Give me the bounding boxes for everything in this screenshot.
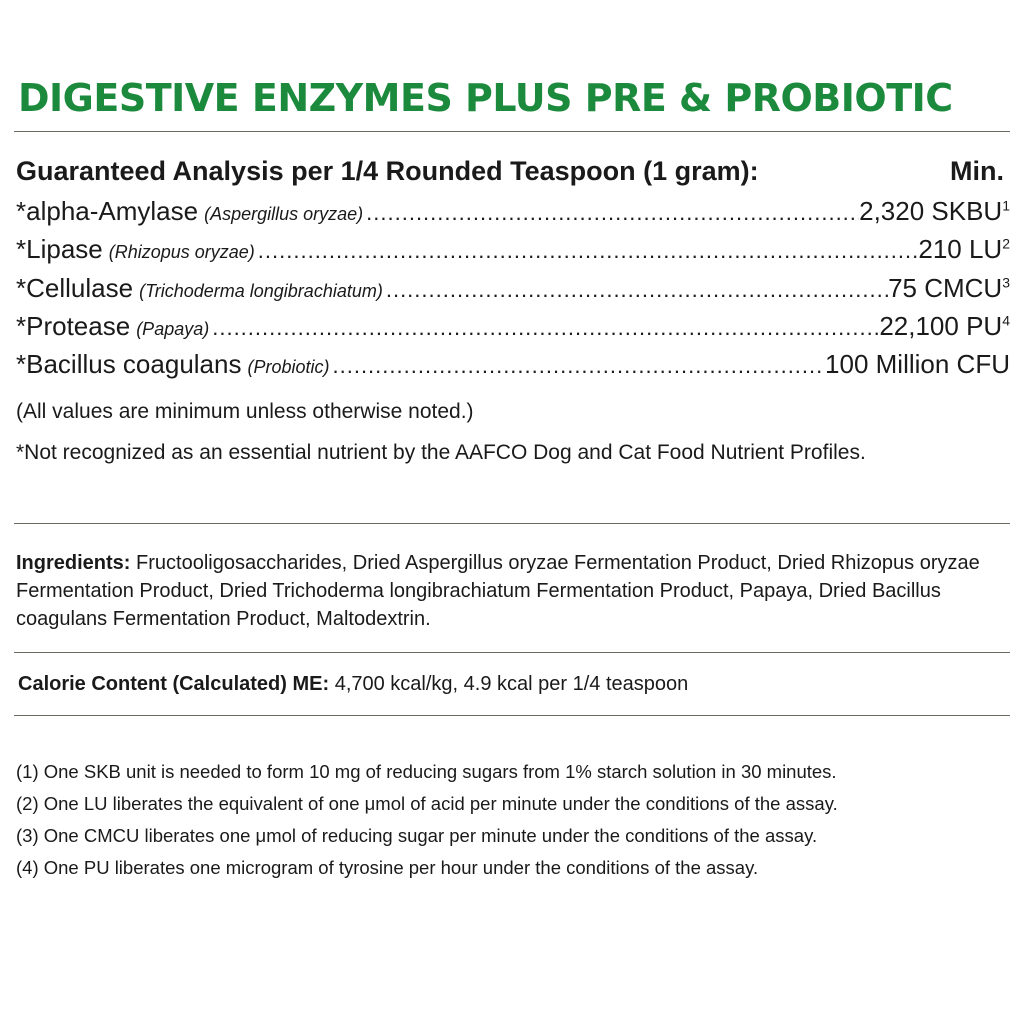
- analysis-row-amylase: [16, 196, 1010, 230]
- nutrient-amount: 2,320 SKBU$^1$: [859, 196, 1010, 226]
- divider: [14, 131, 1010, 132]
- footnote-4: (4) One PU liberates one microgram of tyrosine per hour under the conditions of the assay.: [16, 857, 759, 878]
- nutrient-amount: 100 Million CFU: [825, 349, 1010, 379]
- product-title: DIGESTIVE ENZYMES PLUS PRE & PROBIOTIC: [18, 76, 953, 120]
- nutrient-amount: 22,100 $PU^4$: [879, 311, 1010, 341]
- nutrient-source: (Papaya): [136, 319, 210, 339]
- dot-leader: [330, 353, 826, 379]
- ingredients-section: [16, 549, 1006, 633]
- divider: [14, 523, 1010, 524]
- footnote-1: (1) One SKB unit is needed to form 10 mg of reducing sugars from 1% starch solution in 30 minutes.: [16, 761, 837, 782]
- nutrient-amount: 210 $LU^2$: [918, 234, 1010, 264]
- ingredients-text: Fructooligosaccharides, Dried Aspergillus oryzae Fermentation Product, Dried Rhizopus oryzae Fermentation Product, Dried Trichoderma longibrachiatum Fermentation Product, Papaya, Dried Bacillus coagulans Fermentation Product, Maltodextrin.: [16, 552, 980, 630]
- dot-leader: [209, 315, 879, 341]
- footnote-ref: 2: [1002, 235, 1010, 252]
- footnote-ref: 3: [1002, 274, 1010, 291]
- dot-leader: [363, 200, 859, 226]
- calorie-label: Calorie Content (Calculated) ME:: [18, 673, 330, 695]
- divider: [14, 715, 1010, 716]
- nutrient-source: (Aspergillus oryzae): [204, 204, 364, 224]
- nutrient-source: (Rhizopus oryzae): [108, 242, 255, 262]
- guaranteed-analysis-title: Guaranteed Analysis per 1/4 Rounded Teaspoon (1 gram):: [16, 156, 759, 186]
- nutrient-amount: 75 CMCU$^3$: [888, 273, 1010, 303]
- footnote-ref: 1: [1002, 197, 1010, 214]
- dot-leader: [383, 277, 888, 303]
- footnote-ref: 4: [1002, 312, 1010, 329]
- ingredients-label: Ingredients:: [16, 552, 131, 574]
- nutrient-name: *Bacillus coagulans: [16, 349, 242, 379]
- minimum-note: (All values are minimum unless otherwise noted.): [16, 400, 474, 423]
- nutrient-source: (Probiotic): [247, 357, 330, 377]
- min-label: Min.: [950, 156, 1004, 186]
- nutrient-source: (Trichoderma longibrachiatum): [139, 281, 383, 301]
- footnote-2: (2) One LU liberates the equivalent of one μmol of acid per minute under the conditions of the assay.: [16, 793, 838, 814]
- aafco-note: *Not recognized as an essential nutrient by the AAFCO Dog and Cat Food Nutrient Profiles.: [16, 441, 866, 464]
- guaranteed-analysis-header: [16, 156, 1004, 187]
- divider: [14, 652, 1010, 653]
- nutrient-name: *Protease: [16, 311, 131, 341]
- nutrient-name: *Lipase: [16, 234, 103, 264]
- calorie-content: [18, 673, 688, 696]
- analysis-row-bacillus: [16, 349, 1010, 383]
- nutrient-name: *Cellulase: [16, 273, 134, 303]
- nutrient-name: *alpha-Amylase: [16, 196, 199, 226]
- analysis-row-cellulase: [16, 273, 1010, 307]
- analysis-row-protease: [16, 311, 1010, 345]
- calorie-text: 4,700 kcal/kg, 4.9 kcal per 1/4 teaspoon: [334, 673, 689, 695]
- dot-leader: [255, 238, 919, 264]
- analysis-row-lipase: [16, 234, 1010, 268]
- footnote-3: (3) One CMCU liberates one μmol of reducing sugar per minute under the conditions of the assay.: [16, 825, 818, 846]
